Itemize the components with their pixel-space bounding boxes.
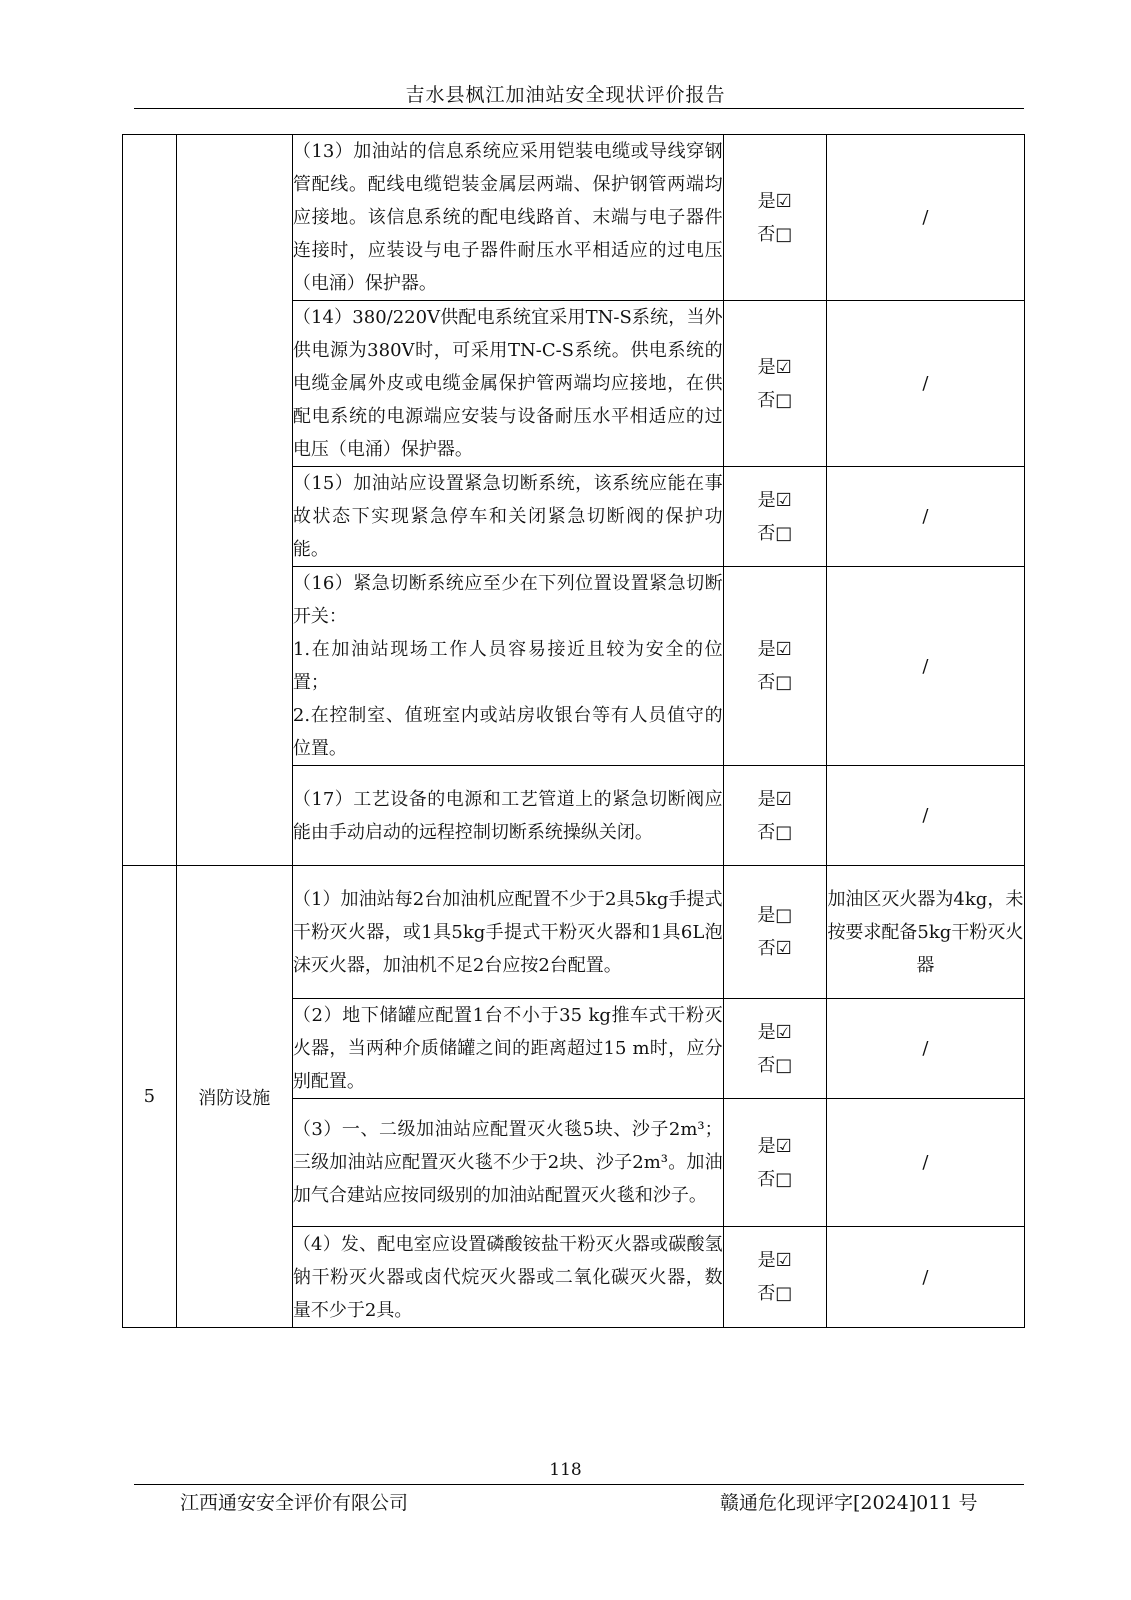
result-no: 否□ [757,821,793,843]
result-yes: 是☑ [757,1021,792,1043]
result-yes: 是☑ [757,489,792,511]
remark-text: / [826,999,1024,1099]
page-header-title: 吉水县枫江加油站安全现状评价报告 [405,84,726,106]
company-name: 江西通安安全评价有限公司 [180,1492,409,1514]
result-cell [723,467,826,567]
result-yes: 是□ [757,905,793,926]
result-cell [723,1099,826,1227]
remark-text: / [826,1227,1024,1328]
remark-text: / [826,567,1024,766]
remark-text: / [826,301,1024,467]
result-cell [723,567,826,766]
result-yes: 是☑ [757,1250,792,1271]
result-no: 否□ [757,389,793,411]
requirement-text: （2）地下储罐应配置1台不小于35 kg推车式干粉灭火器，当两种介质储罐之间的距离超过15 m时，应分别配置。 [292,999,723,1099]
evaluation-table [122,134,1025,1328]
result-cell [723,1227,826,1328]
result-cell [723,301,826,467]
result-no: 否□ [757,1283,793,1304]
requirement-text: （1）加油站每2台加油机应配置不少于2具5kg手提式干粉灭火器，或1具5kg手提式干粉灭火器和1具6L泡沫灭火器，加油机不足2台应按2台配置。 [292,866,723,999]
result-no: 否□ [757,1054,793,1076]
requirement-text: （16）紧急切断系统应至少在下列位置设置紧急切断开关： 1.在加油站现场工作人员容易接近且较为安全的位置； 2.在控制室、值班室内或站房收银台等有人员值守的位置。 [292,567,723,766]
result-no: 否□ [757,522,793,544]
requirement-text: （13）加油站的信息系统应采用铠装电缆或导线穿钢管配线。配线电缆铠装金属层两端、保护钢管两端均应接地。该信息系统的配电线路首、末端与电子器件连接时，应装设与电子器件耐压水平相适应的过电压（电涌）保护器。 [292,135,723,301]
page-number: 118 [549,1460,582,1480]
table-row [123,135,1025,301]
result-yes: 是☑ [757,788,792,810]
item-number-cell-empty [123,135,177,866]
result-no: 否□ [757,672,793,693]
remark-text: / [826,1099,1024,1227]
remark-text: 加油区灭火器为4kg，未按要求配备5kg干粉灭火器 [826,866,1024,999]
table-row [123,866,1025,999]
result-cell [723,999,826,1099]
item-number: 5 [123,866,177,1328]
result-yes: 是☑ [757,356,792,378]
result-cell [723,766,826,866]
result-no: 否☑ [757,938,792,959]
remark-text: / [826,766,1024,866]
result-cell [723,866,826,999]
remark-text: / [826,467,1024,567]
result-no: 否□ [757,1168,793,1190]
result-no: 否□ [757,223,793,245]
document-number: 赣通危化现评字[2024]011 号 [720,1492,978,1514]
requirement-text: （3）一、二级加油站应配置灭火毯5块、沙子2m³；三级加油站应配置灭火毯不少于2块、沙子2m³。加油加气合建站应按同级别的加油站配置灭火毯和沙子。 [292,1099,723,1227]
requirement-text: （14）380/220V供配电系统宜采用TN-S系统，当外供电源为380V时，可采用TN-C-S系统。供电系统的电缆金属外皮或电缆金属保护管两端均应接地，在供配电系统的电源端应安装与设备耐压水平相适应的过电压（电涌）保护器。 [292,301,723,467]
item-name: 消防设施 [176,866,292,1328]
result-yes: 是☑ [757,1135,792,1157]
result-yes: 是☑ [757,639,792,660]
result-cell [723,135,826,301]
remark-text: / [826,135,1024,301]
footer-rule [134,1484,1024,1485]
requirement-text: （4）发、配电室应设置磷酸铵盐干粉灭火器或碳酸氢钠干粉灭火器或卤代烷灭火器或二氧化碳灭火器，数量不少于2具。 [292,1227,723,1328]
item-name-cell-empty [176,135,292,866]
requirement-text: （15）加油站应设置紧急切断系统，该系统应能在事故状态下实现紧急停车和关闭紧急切断阀的保护功能。 [292,467,723,567]
requirement-text: （17）工艺设备的电源和工艺管道上的紧急切断阀应能由手动启动的远程控制切断系统操纵关闭。 [292,766,723,866]
header-rule [134,108,1024,109]
result-yes: 是☑ [757,190,792,212]
